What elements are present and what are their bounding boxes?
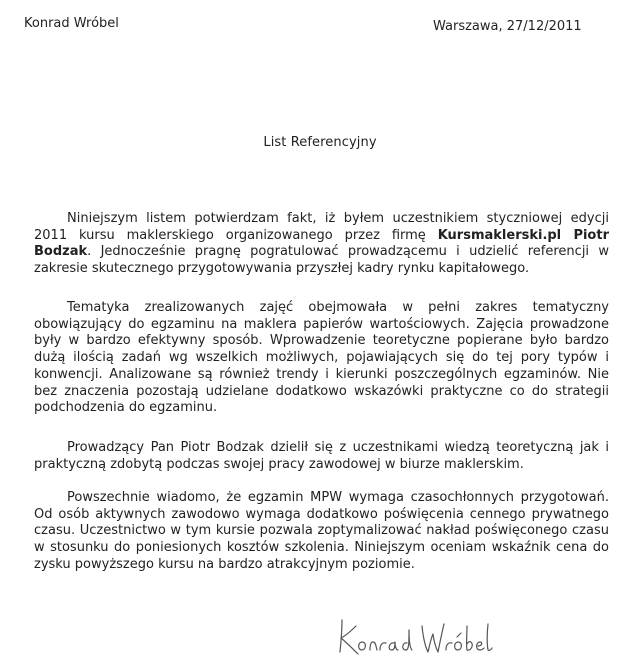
letter-title: List Referencyjny xyxy=(263,135,377,150)
paragraph-3: Prowadzący Pan Piotr Bodzak dzielił się z uczestnikami wiedzą teoretyczną jak i praktyczną zdobytą podczas swojej pracy zawodowej w biurze maklerskim. xyxy=(34,440,609,472)
paragraph-2: Tematyka zrealizowanych zajęć obejmowała w pełni zakres tematyczny obowiązujący do egzaminu na maklera papierów wartościowych. Zajęcia prowadzone były w bardzo efektywny sposób. Wprowadzenie teoretyczne popierane było bardzo dużą ilością zadań wg wszelkich możliwych, pojawiających się do tej pory typów i konwencji. Analizowane są również trendy i kierunki poszczególnych egzaminów. Nie bez znaczenia pozostają udzielane dodatkowo wskazówki praktyczne co do strategii podchodzenia do egzaminu. xyxy=(34,300,609,416)
paragraph-4: Powszechnie wiadomo, że egzamin MPW wymaga czasochłonnych przygotowań. Od osób aktywnych zawodowo wymaga dodatkowo poświęcenia cennego prywatnego czasu. Uczestnictwo w tym kursie pozwala zoptymalizować nakład poświęconego czasu w stosunku do poniesionych kosztów szkolenia. Niniejszym oceniam wskaźnik cena do zysku powyższego kursu na bardzo atrakcyjnym poziomie. xyxy=(34,490,609,572)
signature-strokes xyxy=(340,620,492,654)
paragraph-1-rest: . Jednocześnie pragnę pogratulować prowadzącemu i udzielić referencji w zakresie skutecznego przygotowywania przyszłej kadry rynku kapitałowego. xyxy=(34,244,609,277)
paragraph-1-intro: Niniejszym listem potwierdzam fakt, iż byłem uczestnikiem styczniowej edycji 2011 kursu maklerskiego organizowanego przez firmę xyxy=(34,211,609,243)
paragraph-1 xyxy=(34,211,609,278)
handwritten-signature xyxy=(330,612,500,660)
sender-name: Konrad Wróbel xyxy=(24,16,119,31)
place-and-date: Warszawa, 27/12/2011 xyxy=(433,19,582,34)
firm-name: Kursmaklerski.pl Piotr Bodzak xyxy=(34,227,609,260)
